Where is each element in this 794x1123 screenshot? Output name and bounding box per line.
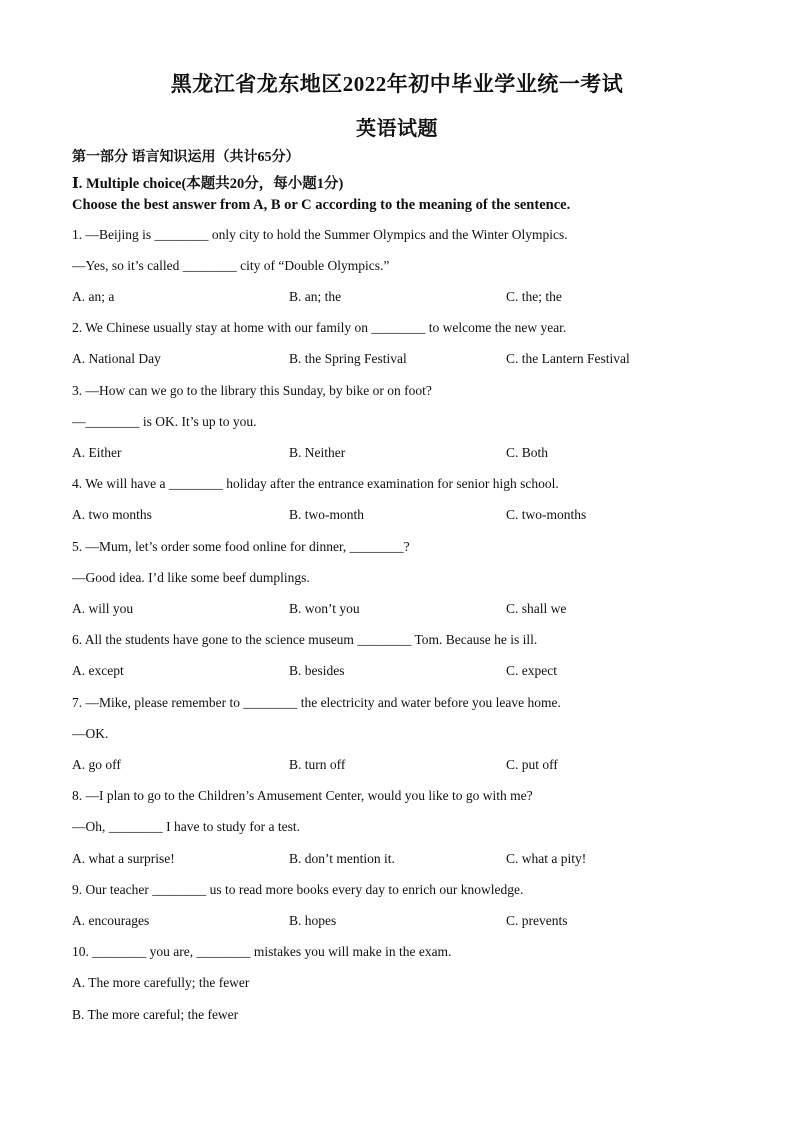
options-row <box>72 507 772 525</box>
option-a: A. The more carefully; the fewer <box>72 975 250 990</box>
question-line: —Good idea. I’d like some beef dumplings. <box>72 570 310 585</box>
question-line: 10. ________ you are, ________ mistakes you will make in the exam. <box>72 944 452 959</box>
part-heading: 第一部分 语言知识运用（共计65分） <box>72 150 300 165</box>
option-b: B. besides <box>289 663 345 678</box>
option-b: B. an; the <box>289 289 342 304</box>
option-c: C. put off <box>506 757 558 772</box>
option-a: A. two months <box>72 507 152 522</box>
options-row <box>72 445 772 463</box>
option-b: B. the Spring Festival <box>289 351 407 366</box>
section-heading: Ⅰ. Multiple choice(本题共20分，每小题1分) <box>72 176 344 192</box>
option-a: A. will you <box>72 601 134 616</box>
question-line: 8. —I plan to go to the Children’s Amusement Center, would you like to go with me? <box>72 788 533 803</box>
option-b: B. turn off <box>289 757 346 772</box>
option-b: B. two-month <box>289 507 365 522</box>
question-line: 2. We Chinese usually stay at home with our family on ________ to welcome the new year. <box>72 320 567 335</box>
option-a: A. encourages <box>72 913 150 928</box>
options-row <box>72 601 772 619</box>
option-a: A. go off <box>72 757 121 772</box>
option-b: B. don’t mention it. <box>289 851 395 866</box>
option-a: A. except <box>72 663 124 678</box>
option-a: A. Either <box>72 445 122 460</box>
question-line: 5. —Mum, let’s order some food online for dinner, ________? <box>72 539 410 554</box>
question-line: —________ is OK. It’s up to you. <box>72 414 257 429</box>
options-row <box>72 851 772 869</box>
option-c: C. expect <box>506 663 557 678</box>
question-line: 3. —How can we go to the library this Sunday, by bike or on foot? <box>72 383 432 398</box>
option-b: B. won’t you <box>289 601 360 616</box>
options-row <box>72 913 772 931</box>
option-a: A. National Day <box>72 351 161 366</box>
options-row <box>72 663 772 681</box>
question-line: 7. —Mike, please remember to ________ the electricity and water before you leave home. <box>72 695 561 710</box>
option-c: C. Both <box>506 445 549 460</box>
option-a: A. what a surprise! <box>72 851 175 866</box>
question-line: 9. Our teacher ________ us to read more books every day to enrich our knowledge. <box>72 882 524 897</box>
question-line: —Yes, so it’s called ________ city of “Double Olympics.” <box>72 258 390 273</box>
option-c: C. shall we <box>506 601 567 616</box>
option-b: B. The more careful; the fewer <box>72 1007 239 1022</box>
options-row <box>72 757 772 775</box>
option-c: C. the; the <box>506 289 562 304</box>
option-c: C. two-months <box>506 507 587 522</box>
question-line: 1. —Beijing is ________ only city to hold the Summer Olympics and the Winter Olympics. <box>72 227 568 242</box>
option-b: B. hopes <box>289 913 337 928</box>
question-line: 4. We will have a ________ holiday after the entrance examination for senior high school. <box>72 476 559 491</box>
option-b: B. Neither <box>289 445 346 460</box>
option-c: C. what a pity! <box>506 851 587 866</box>
option-a: A. an; a <box>72 289 115 304</box>
instruction-text: Choose the best answer from A, B or C according to the meaning of the sentence. <box>72 197 571 213</box>
exam-title: 黑龙江省龙东地区2022年初中毕业学业统一考试 <box>170 72 624 96</box>
question-line: —OK. <box>72 726 109 741</box>
options-row <box>72 351 772 369</box>
options-row <box>72 289 772 307</box>
option-c: C. prevents <box>506 913 568 928</box>
exam-subtitle: 英语试题 <box>356 118 438 140</box>
question-line: —Oh, ________ I have to study for a test. <box>72 819 300 834</box>
option-c: C. the Lantern Festival <box>506 351 630 366</box>
question-line: 6. All the students have gone to the science museum ________ Tom. Because he is ill. <box>72 632 538 647</box>
